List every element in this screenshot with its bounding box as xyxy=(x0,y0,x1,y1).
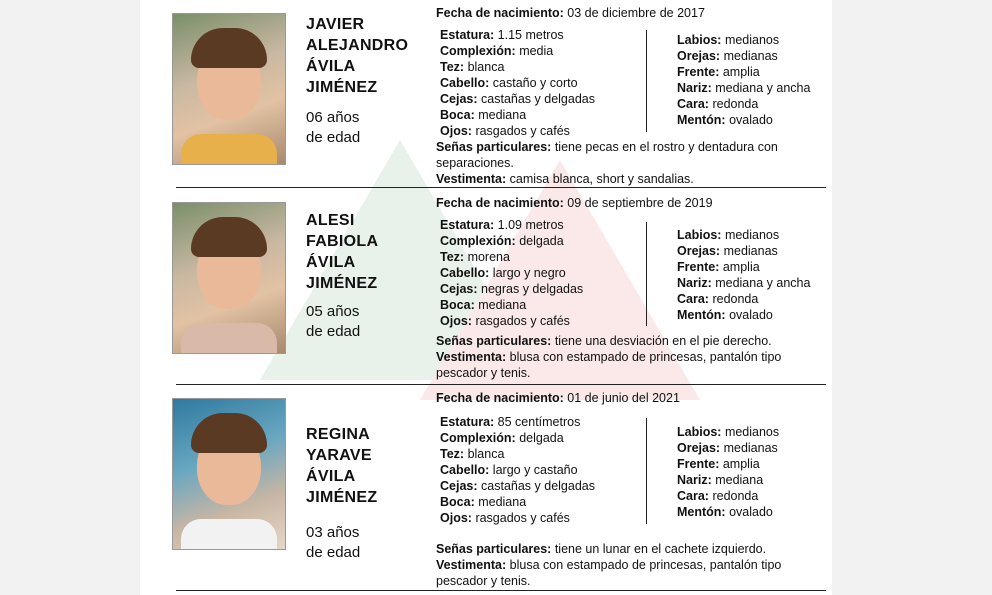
clothing: Vestimenta: camisa blanca, short y sandalias. xyxy=(436,172,694,186)
clothing: Vestimenta: blusa con estampado de princesas, pantalón tipo pescador y tenis. xyxy=(436,350,782,380)
child-name: REGINA YARAVE ÁVILA JIMÉNEZ xyxy=(306,426,378,506)
features-right: Labios: medianos Orejas: medianas Frente: amplia Nariz: mediana y ancha Cara: redonda Mentón: ovalado xyxy=(677,33,811,127)
right-margin xyxy=(832,0,992,595)
child-age: 03 años de edad xyxy=(306,524,361,561)
record-3 xyxy=(170,391,830,588)
child-name: JAVIER ALEJANDRO ÁVILA JIMÉNEZ xyxy=(306,16,409,96)
child-age: 06 años de edad xyxy=(306,109,361,146)
birth-date: Fecha de nacimiento: 01 de junio del 2021 xyxy=(436,391,680,405)
left-margin xyxy=(0,0,140,595)
features-left: Estatura: 1.15 metros Complexión: media Tez: blanca Cabello: castaño y corto Cejas: castañas y delgadas Boca: mediana Ojos: rasgados y cafés xyxy=(440,28,595,138)
features-left: Estatura: 1.09 metros Complexión: delgada Tez: morena Cabello: largo y negro Cejas: negras y delgadas Boca: mediana Ojos: rasgados y cafés xyxy=(440,218,584,328)
record-separator xyxy=(176,187,826,188)
features-right: Labios: medianos Orejas: medianas Frente: amplia Nariz: mediana Cara: redonda Mentón: ovalado xyxy=(677,425,780,519)
clothing: Vestimenta: blusa con estampado de princesas, pantalón tipo pescador y tenis. xyxy=(436,558,782,588)
particular-marks: Señas particulares: tiene pecas en el rostro y dentadura con separaciones. xyxy=(436,140,778,170)
particular-marks: Señas particulares: tiene un lunar en el cachete izquierdo. xyxy=(436,542,767,556)
child-name: ALESI FABIOLA ÁVILA JIMÉNEZ xyxy=(306,212,379,292)
child-photo xyxy=(172,398,286,550)
column-divider xyxy=(646,30,647,132)
features-left: Estatura: 85 centímetros Complexión: delgada Tez: blanca Cabello: largo y castaño Cejas: castañas y delgadas Boca: mediana Ojos: rasgados y cafés xyxy=(440,415,595,525)
child-age: 05 años de edad xyxy=(306,303,361,340)
child-photo xyxy=(172,13,286,165)
record-1 xyxy=(170,6,830,190)
birth-date: Fecha de nacimiento: 03 de diciembre de 2017 xyxy=(436,6,705,20)
column-divider xyxy=(646,418,647,524)
birth-date: Fecha de nacimiento: 09 de septiembre de 2019 xyxy=(436,196,713,210)
particular-marks: Señas particulares: tiene una desviación en el pie derecho. xyxy=(436,334,772,348)
record-2 xyxy=(170,196,830,382)
record-separator xyxy=(176,590,826,591)
column-divider xyxy=(646,222,647,326)
features-right: Labios: medianos Orejas: medianas Frente: amplia Nariz: mediana y ancha Cara: redonda Mentón: ovalado xyxy=(677,228,811,322)
child-photo xyxy=(172,202,286,354)
record-separator xyxy=(176,384,826,385)
